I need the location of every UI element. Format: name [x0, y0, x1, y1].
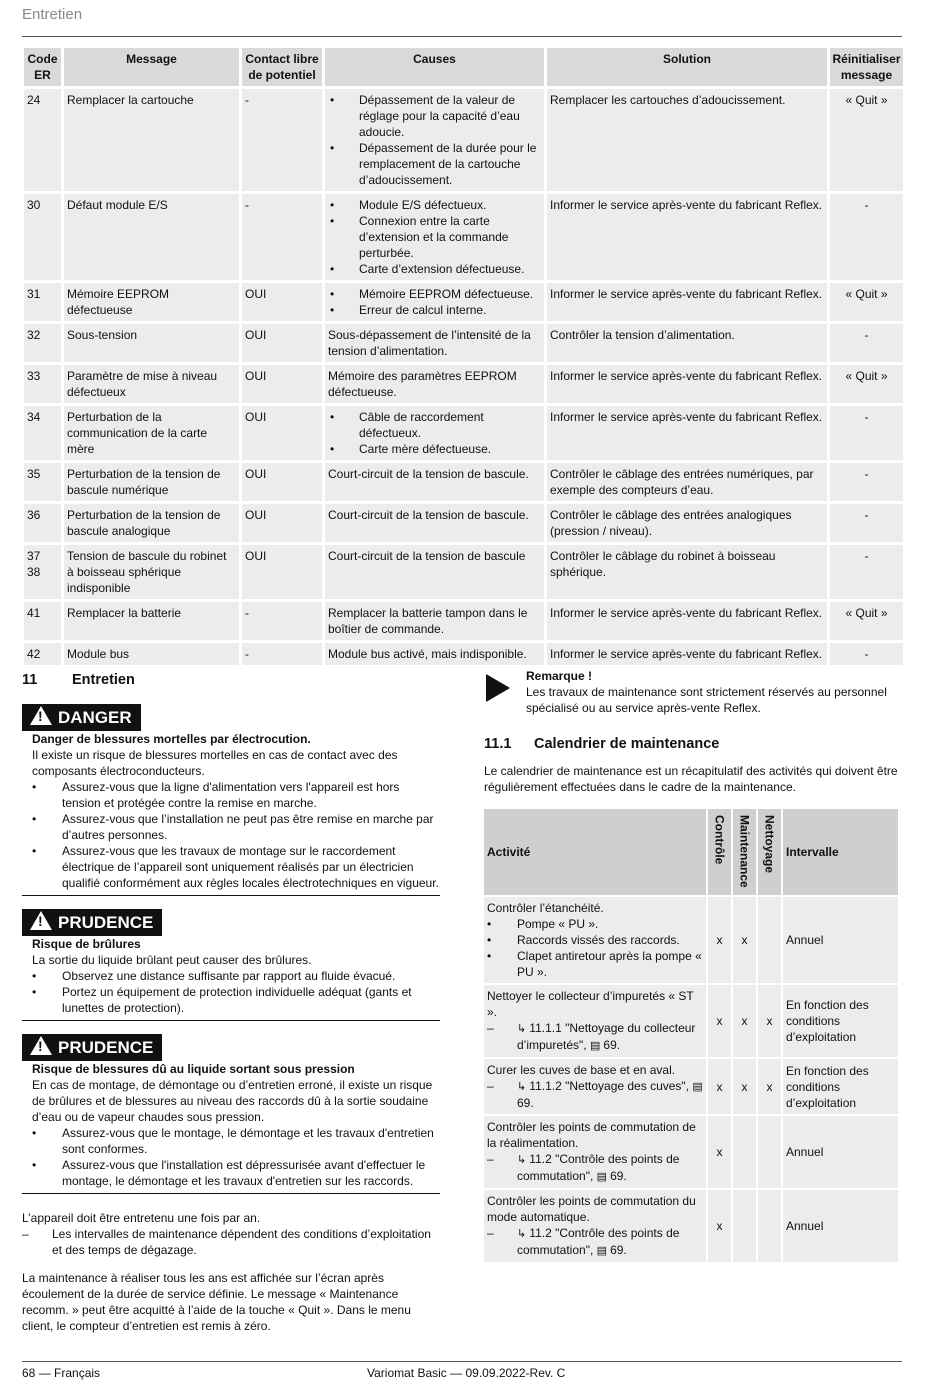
activity-text: Contrôler l’étanchéité.: [487, 901, 604, 915]
column-header-message: Message: [64, 48, 239, 86]
footer-rule: [22, 1361, 902, 1362]
caution-label-text: PRUDENCE: [58, 913, 154, 932]
subsection-title: Calendrier de maintenance: [534, 736, 720, 752]
error-message: Tension de bascule du robinet à boisseau sphérique indisponible: [64, 545, 239, 599]
list-item: • Assurez-vous que la ligne d'alimentation vers l'appareil est hors tension et protégée contre la remise en marche.: [32, 779, 440, 811]
cause-item: • Carte d’extension défectueuse.: [328, 261, 541, 277]
cross-reference-icon: ↳: [517, 1154, 530, 1166]
error-code: 33: [24, 365, 61, 403]
cross-reference-page: 69.: [517, 1096, 534, 1110]
error-code: 35: [24, 463, 61, 501]
column-header-maintenance: [733, 809, 756, 895]
caution-body: [22, 936, 440, 1016]
interval-cell: Annuel: [783, 1190, 898, 1262]
error-solution: Informer le service après-vente du fabricant Reflex.: [547, 365, 827, 403]
interval-cell: Annuel: [783, 897, 898, 983]
error-code-table: [21, 45, 906, 668]
cross-reference-page: 69.: [610, 1169, 627, 1183]
interval-cell: Annuel: [783, 1116, 898, 1188]
document-page: [22, 0, 902, 1387]
footer-document-title: Variomat Basic — 09.09.2022-Rev. C: [367, 1366, 566, 1380]
caution-heading: Risque de brûlures: [32, 937, 141, 951]
table-row: [24, 283, 903, 321]
column-header-cleaning-text: Nettoyage: [762, 815, 777, 874]
danger-label: [22, 704, 141, 731]
activity-ref-list: [487, 1225, 703, 1259]
note-box: [484, 668, 902, 720]
dash-list: [22, 1226, 440, 1258]
error-causes: [325, 89, 544, 191]
cleaning-mark: [758, 1190, 781, 1262]
subsection-heading: [484, 736, 902, 758]
maintenance-mark: x: [733, 897, 756, 983]
error-solution: Informer le service après-vente du fabricant Reflex.: [547, 283, 827, 321]
error-code: 24: [24, 89, 61, 191]
error-causes: Mémoire des paramètres EEPROM défectueuse.: [325, 365, 544, 403]
activity-list: [487, 916, 703, 980]
paragraph-maintenance-display: La maintenance à réaliser tous les ans est affichée sur l’écran après écoulement de la durée de service définie. Le message « Maintenance recomm. » peut être acquitté à l’aide de la touche « Quit ». Dans le menu client, le compteur d’entretien est remis à zéro.: [22, 1271, 411, 1333]
control-mark: x: [708, 1190, 731, 1262]
cross-reference-text: 11.1.1 "Nettoyage du collecteur d’impuretés",: [517, 1021, 696, 1052]
activity-ref-list: [487, 1020, 703, 1054]
note-text: Les travaux de maintenance sont strictement réservés au personnel spécialisé ou au service après-vente Reflex.: [526, 685, 887, 715]
column-header-interval: Intervalle: [783, 809, 898, 895]
error-reset: -: [830, 504, 903, 542]
cross-reference-link[interactable]: [487, 1151, 703, 1185]
danger-heading: Danger de blessures mortelles par électrocution.: [32, 732, 311, 746]
cross-reference-icon: ↳: [517, 1081, 530, 1093]
error-causes: [325, 283, 544, 321]
activity-text: Contrôler les points de commutation de la réalimentation.: [487, 1120, 696, 1150]
error-message: Perturbation de la communication de la carte mère: [64, 406, 239, 460]
cause-item: • Mémoire EEPROM défectueuse.: [328, 286, 541, 302]
maintenance-schedule-table: [482, 807, 900, 1264]
warning-triangle-icon: [30, 706, 52, 725]
error-reset: « Quit »: [830, 283, 903, 321]
error-reset: « Quit »: [830, 602, 903, 640]
error-message: Mémoire EEPROM défectueuse: [64, 283, 239, 321]
control-mark: x: [708, 1059, 731, 1114]
error-code-second: 38: [27, 565, 41, 579]
column-header-cleaning: [758, 809, 781, 895]
error-message: Remplacer la batterie: [64, 602, 239, 640]
page-icon: ▤: [589, 1040, 604, 1052]
error-contact: OUI: [242, 365, 322, 403]
error-reset: -: [830, 406, 903, 460]
caution-list: [32, 968, 440, 1016]
caution-notice-burns: [22, 909, 440, 1021]
table-row: [24, 406, 903, 460]
cross-reference-page: 69.: [603, 1038, 621, 1052]
cause-item: • Module E/S défectueux.: [328, 197, 541, 213]
cross-reference-text: 11.1.2 "Nettoyage des cuves",: [529, 1079, 693, 1093]
error-reset: « Quit »: [830, 365, 903, 403]
list-item: • Raccords vissés des raccords.: [487, 932, 703, 948]
error-reset: -: [830, 324, 903, 362]
error-causes: Module bus activé, mais indisponible.: [325, 643, 544, 665]
error-contact: OUI: [242, 545, 322, 599]
page-icon: ▤: [692, 1081, 703, 1093]
column-header-control: [708, 809, 731, 895]
error-reset: -: [830, 545, 903, 599]
error-causes: Court-circuit de la tension de bascule.: [325, 504, 544, 542]
maintenance-mark: x: [733, 1059, 756, 1114]
table-row: [24, 194, 903, 280]
error-solution: Informer le service après-vente du fabricant Reflex.: [547, 406, 827, 460]
column-header-causes: Causes: [325, 48, 544, 86]
error-solution: Contrôler le câblage du robinet à boisseau sphérique.: [547, 545, 827, 599]
cross-reference-page: 69.: [610, 1243, 627, 1257]
list-item: • Assurez-vous que les travaux de montage sur le raccordement électrique de l’appareil sont uniquement réalisés par un électricien qualifié conformément aux règles locales électrotechniques en vigueur.: [32, 843, 440, 891]
column-header-maintenance-text: Maintenance: [737, 815, 752, 888]
table-row: [484, 897, 898, 983]
table-row: [24, 643, 903, 665]
error-causes: Remplacer la batterie tampon dans le boîtier de commande.: [325, 602, 544, 640]
error-reset: -: [830, 194, 903, 280]
table-row: [24, 324, 903, 362]
error-message: Défaut module E/S: [64, 194, 239, 280]
error-message: Sous-tension: [64, 324, 239, 362]
cause-item: • Câble de raccordement défectueux.: [328, 409, 541, 441]
caution-body: [22, 1061, 440, 1189]
error-message: Paramètre de mise à niveau défectueux: [64, 365, 239, 403]
cause-item: • Erreur de calcul interne.: [328, 302, 541, 318]
error-code: [24, 545, 61, 599]
cause-item: • Connexion entre la carte d’extension et la commande perturbée.: [328, 213, 541, 261]
column-header-control-text: Contrôle: [712, 815, 727, 865]
caution-text: La sortie du liquide brûlant peut causer des brûlures.: [32, 953, 312, 967]
activity-cell: [484, 1190, 706, 1262]
error-code: 30: [24, 194, 61, 280]
danger-body: [22, 731, 440, 891]
error-solution: Informer le service après-vente du fabricant Reflex.: [547, 602, 827, 640]
section-heading: [22, 672, 440, 694]
cause-item: • Carte mère défectueuse.: [328, 441, 541, 457]
note-title: Remarque !: [526, 669, 593, 683]
column-header-solution: Solution: [547, 48, 827, 86]
page-icon: ▤: [596, 1245, 611, 1257]
error-causes: [325, 406, 544, 460]
table-row: [484, 1116, 898, 1188]
table-row: [484, 1190, 898, 1262]
error-code-first: 37: [27, 549, 41, 563]
cleaning-mark: [758, 1116, 781, 1188]
error-causes: Court-circuit de la tension de bascule.: [325, 463, 544, 501]
list-item: • Assurez-vous que l'installation est dépressurisée avant d'effectuer le montage, le démontage et les travaux d'entretien sur les raccords.: [32, 1157, 440, 1189]
section-title: Entretien: [72, 672, 135, 688]
caution-list: [32, 1125, 440, 1189]
error-contact: OUI: [242, 463, 322, 501]
error-code: 36: [24, 504, 61, 542]
cross-reference-link[interactable]: [487, 1225, 703, 1259]
maintenance-mark: [733, 1116, 756, 1188]
cleaning-mark: [758, 897, 781, 983]
subsection-intro: Le calendrier de maintenance est un récapitulatif des activités qui doivent être régulièrement effectuées dans le cadre de la maintenance.: [484, 764, 898, 794]
cause-item: • Dépassement de la valeur de réglage pour la capacité d’eau adoucie.: [328, 92, 541, 140]
error-message: Perturbation de la tension de bascule numérique: [64, 463, 239, 501]
caution-heading: Risque de blessures dû au liquide sortant sous pression: [32, 1062, 355, 1076]
activity-text: Curer les cuves de base et en aval.: [487, 1063, 676, 1077]
list-item: • Pompe « PU ».: [487, 916, 703, 932]
interval-cell: En fonction des conditions d’exploitation: [783, 985, 898, 1057]
table-header-row: [24, 48, 903, 86]
activity-cell: [484, 985, 706, 1057]
footer-page-number: 68: [22, 1366, 36, 1380]
activity-text: Contrôler les points de commutation du mode automatique.: [487, 1194, 696, 1224]
activity-cell: [484, 1059, 706, 1114]
list-item: • Assurez-vous que le montage, le démontage et les travaux d'entretien sont conformes.: [32, 1125, 440, 1157]
cross-reference-link[interactable]: [487, 1020, 703, 1054]
cross-reference-text: 11.2 "Contrôle des points de commutation",: [517, 1152, 680, 1183]
error-contact: OUI: [242, 406, 322, 460]
page-icon: ▤: [596, 1171, 611, 1183]
cross-reference-link[interactable]: [487, 1078, 703, 1111]
cross-reference-icon: ↳: [517, 1023, 530, 1035]
caution-notice-pressure: [22, 1034, 440, 1194]
table-row: [24, 463, 903, 501]
subsection-number: 11.1: [484, 736, 512, 752]
running-header-title: Entretien: [22, 6, 83, 23]
cleaning-mark: x: [758, 1059, 781, 1114]
caution-label-text: PRUDENCE: [58, 1038, 154, 1057]
maintenance-mark: x: [733, 985, 756, 1057]
table-row: [24, 504, 903, 542]
table-row: [24, 365, 903, 403]
control-mark: x: [708, 985, 731, 1057]
activity-ref-list: [487, 1078, 703, 1111]
maintenance-mark: [733, 1190, 756, 1262]
warning-triangle-icon: [30, 911, 52, 930]
error-contact: OUI: [242, 283, 322, 321]
table-row: [484, 985, 898, 1057]
column-header-contact: Contact libre de potentiel: [242, 48, 322, 86]
table-row: [24, 602, 903, 640]
error-message: Remplacer la cartouche: [64, 89, 239, 191]
error-solution: Contrôler le câblage des entrées analogiques (pression / niveau).: [547, 504, 827, 542]
table-row: [24, 545, 903, 599]
right-column: [484, 668, 902, 1264]
error-solution: Informer le service après-vente du fabricant Reflex.: [547, 194, 827, 280]
column-header-reset: Réinitialiser message: [830, 48, 903, 86]
error-causes: Court-circuit de la tension de bascule: [325, 545, 544, 599]
activity-ref-list: [487, 1151, 703, 1185]
warning-triangle-icon: [30, 1036, 52, 1055]
left-column: [22, 668, 440, 1334]
error-code: 42: [24, 643, 61, 665]
column-header-activity: Activité: [484, 809, 706, 895]
error-solution: Contrôler le câblage des entrées numériques, par exemple des compteurs d’eau.: [547, 463, 827, 501]
header-rule: [22, 36, 902, 37]
error-code: 34: [24, 406, 61, 460]
error-reset: -: [830, 643, 903, 665]
error-reset: -: [830, 463, 903, 501]
caution-label: [22, 909, 162, 936]
error-message: Perturbation de la tension de bascule analogique: [64, 504, 239, 542]
list-item: • Observez une distance suffisante par rapport au fluide évacué.: [32, 968, 440, 984]
error-contact: OUI: [242, 324, 322, 362]
danger-label-text: DANGER: [58, 708, 132, 727]
error-message: Module bus: [64, 643, 239, 665]
danger-text: Il existe un risque de blessures mortelles en cas de contact avec des composants électroconducteurs.: [32, 748, 398, 778]
error-causes: Sous-dépassement de l’intensité de la tension d’alimentation.: [325, 324, 544, 362]
error-contact: OUI: [242, 504, 322, 542]
error-causes: [325, 194, 544, 280]
control-mark: x: [708, 897, 731, 983]
section-number: 11: [22, 672, 38, 688]
danger-list: [32, 779, 440, 891]
list-item: – Les intervalles de maintenance dépendent des conditions d’exploitation et des temps de dégazage.: [22, 1226, 440, 1258]
error-code: 41: [24, 602, 61, 640]
interval-cell: En fonction des conditions d’exploitation: [783, 1059, 898, 1114]
error-contact: -: [242, 89, 322, 191]
activity-text: Nettoyer le collecteur d’impuretés « ST ».: [487, 989, 694, 1019]
activity-cell: [484, 897, 706, 983]
error-contact: -: [242, 602, 322, 640]
error-solution: Contrôler la tension d’alimentation.: [547, 324, 827, 362]
error-solution: Remplacer les cartouches d’adoucissement.: [547, 89, 827, 191]
cross-reference-text: 11.2 "Contrôle des points de commutation",: [517, 1226, 680, 1257]
table-row: [24, 89, 903, 191]
footer-language: Français: [54, 1366, 101, 1380]
danger-notice: [22, 704, 440, 896]
error-contact: -: [242, 194, 322, 280]
error-code: 32: [24, 324, 61, 362]
column-header-code: Code ER: [24, 48, 61, 86]
list-item: • Portez un équipement de protection individuelle adéquat (gants et lunettes de protection).: [32, 984, 440, 1016]
cross-reference-icon: ↳: [517, 1228, 530, 1240]
table-header-row: [484, 809, 898, 895]
activity-cell: [484, 1116, 706, 1188]
error-solution: Informer le service après-vente du fabricant Reflex.: [547, 643, 827, 665]
caution-label: [22, 1034, 162, 1061]
error-code: 31: [24, 283, 61, 321]
cleaning-mark: x: [758, 985, 781, 1057]
error-reset: « Quit »: [830, 89, 903, 191]
list-item: • Assurez-vous que l’installation ne peut pas être remise en marche par d’autres personnes.: [32, 811, 440, 843]
control-mark: x: [708, 1116, 731, 1188]
footer-page-info: 68 — Français: [22, 1366, 101, 1380]
cause-item: • Dépassement de la durée pour le remplacement de la cartouche d’adoucissement.: [328, 140, 541, 188]
caution-text: En cas de montage, de démontage ou d’entretien erroné, il existe un risque de brûlures et de blessures au niveau des raccords dû à la sortie soudaine d’eau ou de vapeur chaudes sous pression.: [32, 1078, 433, 1124]
paragraph-annual: L’appareil doit être entretenu une fois par an.: [22, 1211, 261, 1225]
note-arrow-icon: [486, 674, 510, 702]
list-item: • Clapet antiretour après la pompe « PU ».: [487, 948, 703, 980]
table-row: [484, 1059, 898, 1114]
error-contact: -: [242, 643, 322, 665]
